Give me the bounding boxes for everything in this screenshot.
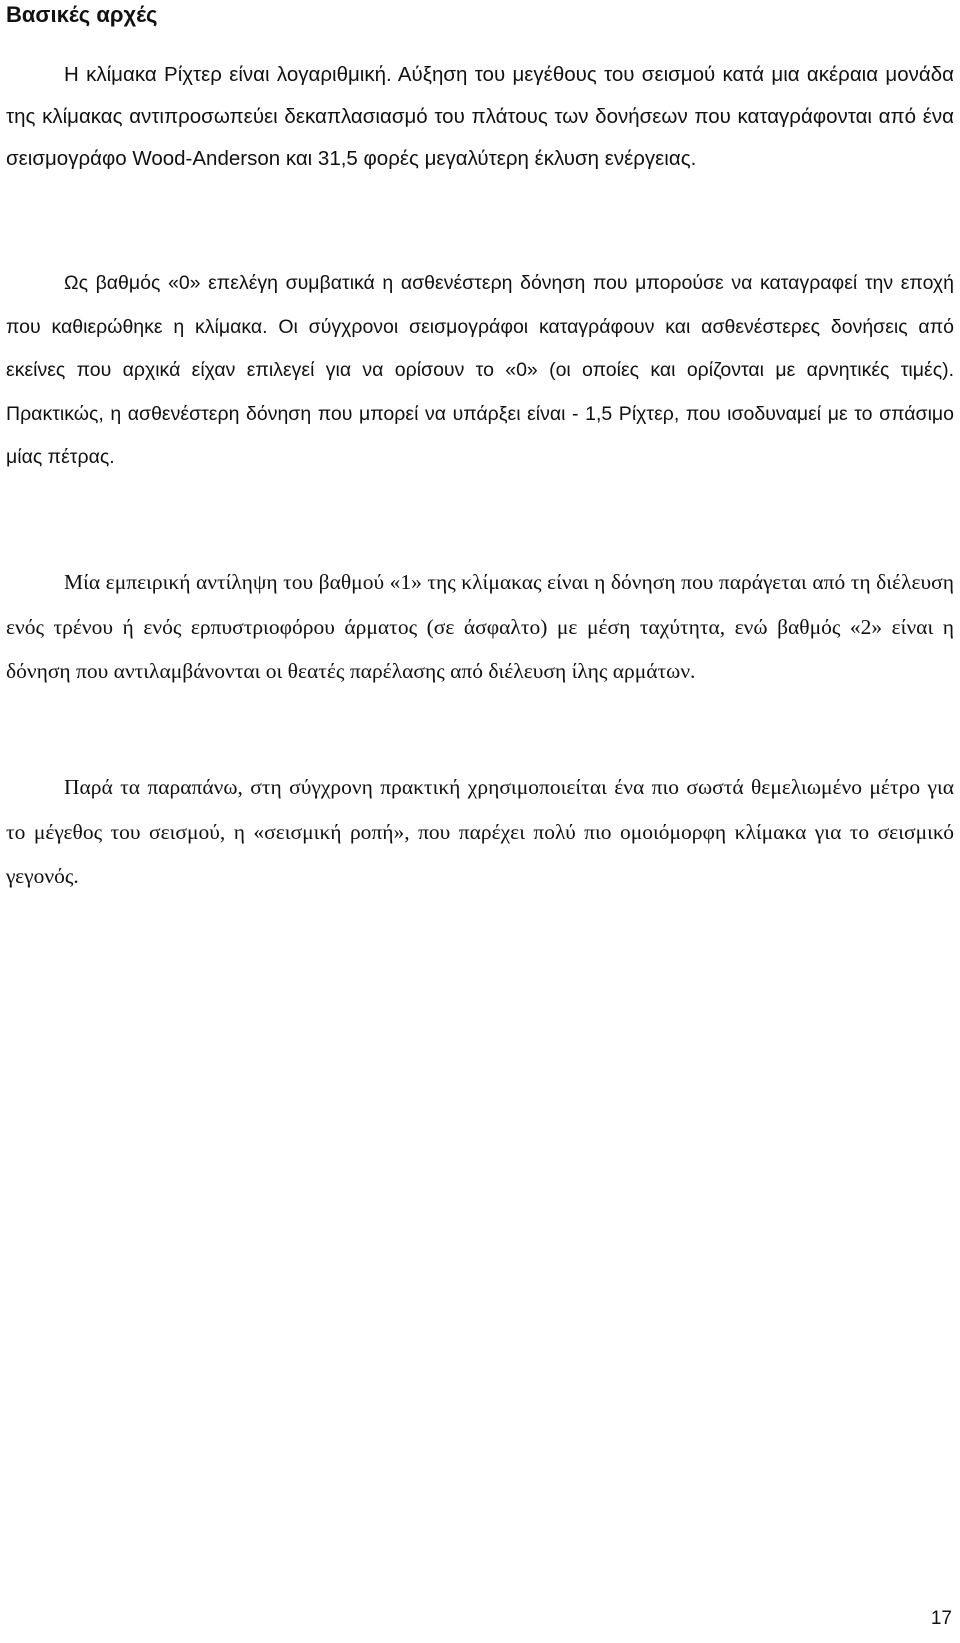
paragraph-seismic-moment: Παρά τα παραπάνω, στη σύγχρονη πρακτική χρησιμοποιείται ένα πιο σωστά θεμελιωμένο μέτρο για το μέγεθος του σεισμού, η «σεισμική ροπή», που παρέχει πολύ πιο ομοιόμορφη κλίμακα για το σεισμικό γεγονός. <box>6 775 954 888</box>
paragraph-empirical-perception: Μία εμπειρική αντίληψη του βαθμού «1» της κλίμακας είναι η δόνηση που παράγεται από τη διέλευση ενός τρένου ή ενός ερπυστριοφόρου άρματος (σε άσφαλτο) με μέση ταχύτητα, ενώ βαθμός «2» είναι η δόνηση που αντιλαμβάνονται οι θεατές παρέλασης από διέλευση ίλης αρμάτων. <box>6 570 954 683</box>
paragraph-zero-degree: Ως βαθμός «0» επελέγη συμβατικά η ασθενέστερη δόνηση που μπορούσε να καταγραφεί την εποχή που καθιερώθηκε η κλίμακα. Οι σύγχρονοι σεισμογράφοι καταγράφουν και ασθενέστερες δονήσεις από εκείνες που αρχικά είχαν επιλεγεί για να ορίσουν το «0» (οι οποίες και ορίζονται με αρνητικές τιμές). Πρακτικώς, η ασθενέστερη δόνηση που μπορεί να υπάρξει είναι - 1,5 Ρίχτερ, που ισοδυναμεί με το σπάσιμο μίας πέτρας. <box>6 272 954 468</box>
page-number: 17 <box>930 1608 952 1629</box>
section-heading: Βασικές αρχές <box>6 2 158 27</box>
paragraph-logarithmic-scale: Η κλίμακα Ρίχτερ είναι λογαριθμική. Αύξηση του μεγέθους του σεισμού κατά μια ακέραια μονάδα της κλίμακας αντιπροσωπεύει δεκαπλασιασμό του πλάτους των δονήσεων που καταγράφονται από ένα σεισμογράφο Wood-Anderson και 31,5 φορές μεγαλύτερη έκλυση ενέργειας. <box>6 63 954 170</box>
